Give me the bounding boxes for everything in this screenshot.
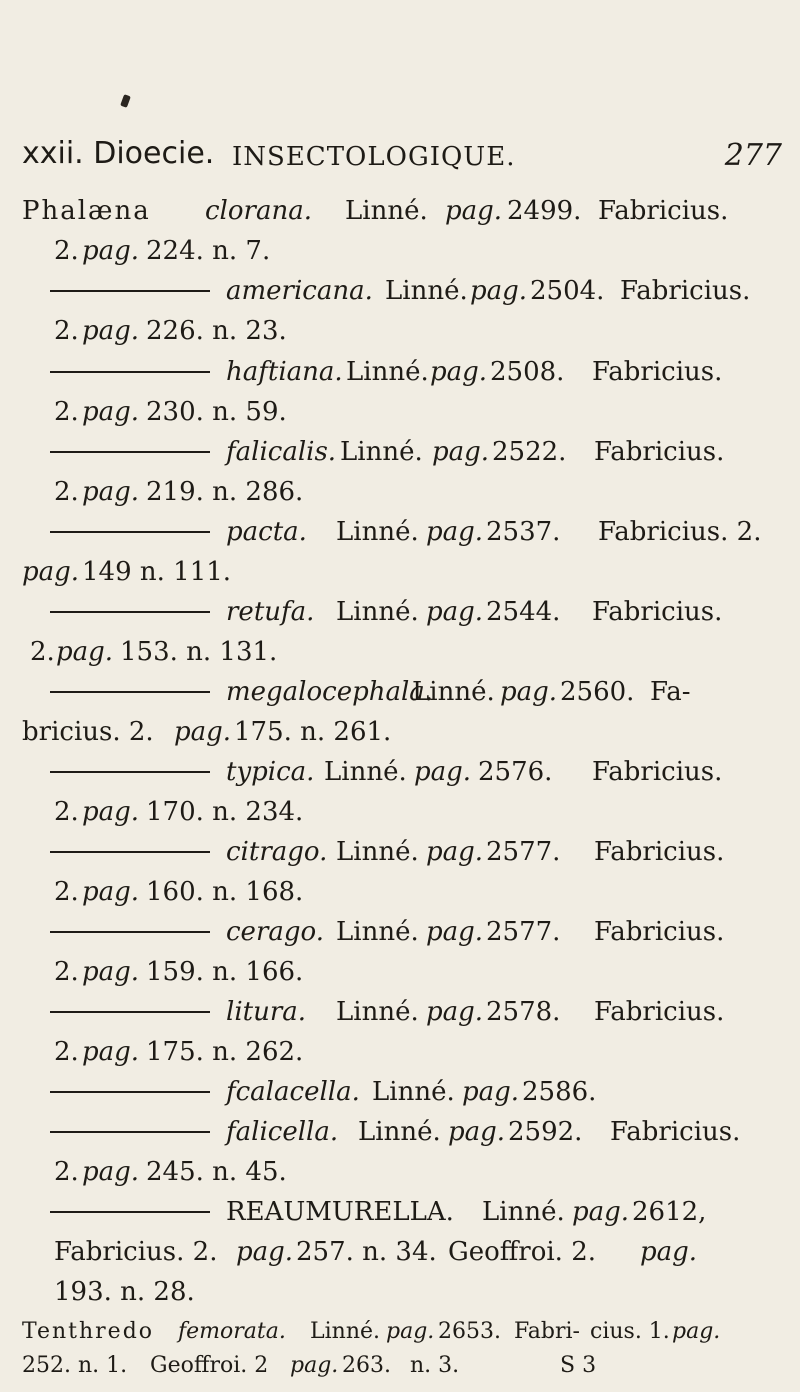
page-ref: 2586. xyxy=(522,1077,597,1107)
list-item xyxy=(0,552,800,592)
list-item xyxy=(0,912,800,952)
list-item xyxy=(0,792,800,832)
author: Geoffroi. 2. xyxy=(448,1237,597,1267)
species-name: citrago. xyxy=(226,837,328,867)
author: Linné. xyxy=(310,1319,380,1344)
ditto-dash xyxy=(50,1211,210,1213)
species-name: REAUMURELLA. xyxy=(226,1197,454,1227)
page-ref: 245. n. 45. xyxy=(146,1157,287,1187)
page-number: 277 xyxy=(724,138,782,173)
volume-ref: 2. xyxy=(54,877,79,907)
author: Fabri- xyxy=(514,1319,580,1344)
page-ref: 2576. xyxy=(478,757,553,787)
pag-label: pag. xyxy=(22,557,80,587)
pag-label: pag. xyxy=(640,1237,698,1267)
pag-label: pag. xyxy=(414,757,472,787)
author: Linné. xyxy=(336,597,419,627)
volume-ref: 2. xyxy=(30,637,55,667)
pag-label: pag. xyxy=(82,316,140,346)
ditto-dash xyxy=(50,1011,210,1013)
list-item xyxy=(0,1346,800,1386)
author: Fabricius. xyxy=(594,997,725,1027)
page-ref: 153. n. 131. xyxy=(120,637,278,667)
ditto-dash xyxy=(50,531,210,533)
author: Linné. xyxy=(336,837,419,867)
list-item xyxy=(0,432,800,472)
ditto-dash xyxy=(50,1091,210,1093)
pag-label: pag. xyxy=(236,1237,294,1267)
page-ref: 2560. xyxy=(560,677,635,707)
species-name: typica. xyxy=(226,757,315,787)
author: Geoffroi. 2 xyxy=(150,1353,269,1378)
volume-ref: 2. xyxy=(54,1037,79,1067)
page-ref: 193. n. 28. xyxy=(54,1277,195,1307)
genus-name: Phalæna xyxy=(22,196,151,226)
ditto-dash xyxy=(50,931,210,933)
list-item xyxy=(0,952,800,992)
running-header xyxy=(22,128,782,176)
pag-label: pag. xyxy=(386,1319,435,1344)
list-item xyxy=(0,191,800,231)
pag-label: pag. xyxy=(426,837,484,867)
page-ref: 149 n. 111. xyxy=(82,557,232,587)
species-name: femorata. xyxy=(178,1319,286,1344)
ditto-dash xyxy=(50,1131,210,1133)
list-item xyxy=(0,592,800,632)
pag-label: pag. xyxy=(82,477,140,507)
author: Linné. xyxy=(372,1077,455,1107)
author: Fabricius. xyxy=(592,757,723,787)
author: Fabricius. xyxy=(598,196,729,226)
pag-label: pag. xyxy=(82,1157,140,1187)
ditto-dash xyxy=(50,371,210,373)
volume-ref: 2. xyxy=(54,236,79,266)
page-ref: 2612, xyxy=(632,1197,707,1227)
list-item xyxy=(0,712,800,752)
page-ref: 257. n. 34. xyxy=(296,1237,437,1267)
page-ref: 252. n. 1. xyxy=(22,1353,128,1378)
species-name: falicella. xyxy=(226,1117,339,1147)
pag-label: pag. xyxy=(448,1117,506,1147)
pag-label: pag. xyxy=(56,637,114,667)
author: Fabricius. xyxy=(592,597,723,627)
ditto-dash xyxy=(50,290,210,292)
list-item xyxy=(0,832,800,872)
author: Linné. xyxy=(336,917,419,947)
author: Linné. xyxy=(336,997,419,1027)
species-name: haftiana. xyxy=(226,357,343,387)
page-ref: 219. n. 286. xyxy=(146,477,304,507)
pag-label: pag. xyxy=(290,1353,339,1378)
author: Fabricius. xyxy=(620,276,751,306)
list-item xyxy=(0,632,800,672)
list-item xyxy=(0,992,800,1032)
volume-ref: cius. 1. xyxy=(590,1319,670,1344)
page-ref: 2592. xyxy=(508,1117,583,1147)
species-name: retufa. xyxy=(226,597,315,627)
pag-label: pag. xyxy=(82,397,140,427)
page-ref: 2508. xyxy=(490,357,565,387)
author: Fabricius. xyxy=(592,357,723,387)
list-item xyxy=(0,1232,800,1272)
author: Linné. xyxy=(340,437,423,467)
species-name: megalocephala. xyxy=(226,677,434,707)
pag-label: pag. xyxy=(426,917,484,947)
pag-label: pag. xyxy=(432,437,490,467)
species-name: americana. xyxy=(226,276,373,306)
author: Linné. xyxy=(358,1117,441,1147)
list-item xyxy=(0,352,800,392)
pag-label: pag. xyxy=(82,957,140,987)
pag-label: pag. xyxy=(470,276,528,306)
list-item xyxy=(0,752,800,792)
list-item xyxy=(0,472,800,512)
author: Linné. xyxy=(346,357,429,387)
volume-ref: 2. xyxy=(54,1157,79,1187)
page-ref: 2578. xyxy=(486,997,561,1027)
page-ref: 2577. xyxy=(486,837,561,867)
page-ref: 2499. xyxy=(507,196,582,226)
pag-label: pag. xyxy=(82,1037,140,1067)
page-ref: 2577. xyxy=(486,917,561,947)
volume-ref: 2. xyxy=(54,477,79,507)
list-item xyxy=(0,1192,800,1232)
pag-label: pag. xyxy=(500,677,558,707)
author: Fabricius. 2. xyxy=(598,517,762,547)
volume-ref: 2. xyxy=(54,397,79,427)
pag-label: pag. xyxy=(445,196,503,226)
author: Linné. xyxy=(336,517,419,547)
species-name: fcalacella. xyxy=(226,1077,360,1107)
list-item xyxy=(0,1112,800,1152)
list-item xyxy=(0,1152,800,1192)
list-item xyxy=(0,672,800,712)
page-ref: 2504. xyxy=(530,276,605,306)
page-ref: 263. xyxy=(342,1353,391,1378)
pag-label: pag. xyxy=(462,1077,520,1107)
page-ref: 170. n. 234. xyxy=(146,797,304,827)
pag-label: pag. xyxy=(572,1197,630,1227)
author: Fabricius. xyxy=(610,1117,741,1147)
volume-ref: 2. xyxy=(54,957,79,987)
species-name: litura. xyxy=(226,997,307,1027)
page-ref: 230. n. 59. xyxy=(146,397,287,427)
list-item xyxy=(0,231,800,271)
pag-label: pag. xyxy=(174,717,232,747)
list-item xyxy=(0,872,800,912)
page-ref: 160. n. 168. xyxy=(146,877,304,907)
page-ref: 2653. xyxy=(438,1319,501,1344)
pag-label: pag. xyxy=(82,797,140,827)
author: Linné. xyxy=(324,757,407,787)
section-title: INSECTOLOGIQUE. xyxy=(232,142,516,172)
page-ref: 2544. xyxy=(486,597,561,627)
list-item xyxy=(0,512,800,552)
author: Linné. xyxy=(385,276,468,306)
pag-label: pag. xyxy=(426,997,484,1027)
species-name: falicalis. xyxy=(226,437,337,467)
pag-label: pag. xyxy=(82,236,140,266)
signature-mark: S 3 xyxy=(560,1353,597,1378)
author: Fabricius. xyxy=(594,837,725,867)
author: Linné. xyxy=(482,1197,565,1227)
pag-label: pag. xyxy=(82,877,140,907)
ditto-dash xyxy=(50,771,210,773)
page-ref: 224. n. 7. xyxy=(146,236,271,266)
ink-mark xyxy=(120,94,131,108)
page-ref: 2522. xyxy=(492,437,567,467)
author: Fabricius. xyxy=(594,437,725,467)
volume-ref: 2. xyxy=(54,797,79,827)
author: Linné. xyxy=(412,677,495,707)
author: Fabricius. xyxy=(594,917,725,947)
list-item xyxy=(0,311,800,351)
page-ref: 175. n. 261. xyxy=(234,717,392,747)
ditto-dash xyxy=(50,851,210,853)
list-item xyxy=(0,1072,800,1112)
list-item xyxy=(0,1272,800,1312)
list-item xyxy=(0,271,800,311)
page-ref: 2537. xyxy=(486,517,561,547)
page-ref: 226. n. 23. xyxy=(146,316,287,346)
author: Linné. xyxy=(345,196,428,226)
pag-label: pag. xyxy=(426,597,484,627)
pag-label: pag. xyxy=(672,1319,721,1344)
chapter-heading: xxii. Dioecie. xyxy=(22,136,215,171)
page-ref: 159. n. 166. xyxy=(146,957,304,987)
ditto-dash xyxy=(50,611,210,613)
genus-name: Tenthredo xyxy=(22,1319,155,1344)
page-ref: 175. n. 262. xyxy=(146,1037,304,1067)
ditto-dash xyxy=(50,691,210,693)
volume-ref: Fabricius. 2. xyxy=(54,1237,218,1267)
species-name: pacta. xyxy=(226,517,307,547)
list-item xyxy=(0,392,800,432)
author: Fa- xyxy=(650,677,691,707)
volume-ref: bricius. 2. xyxy=(22,717,154,747)
pag-label: pag. xyxy=(430,357,488,387)
page-ref: n. 3. xyxy=(410,1353,460,1378)
species-name: clorana. xyxy=(205,196,312,226)
pag-label: pag. xyxy=(426,517,484,547)
list-item xyxy=(0,1032,800,1072)
species-name: cerago. xyxy=(226,917,324,947)
volume-ref: 2. xyxy=(54,316,79,346)
ditto-dash xyxy=(50,451,210,453)
